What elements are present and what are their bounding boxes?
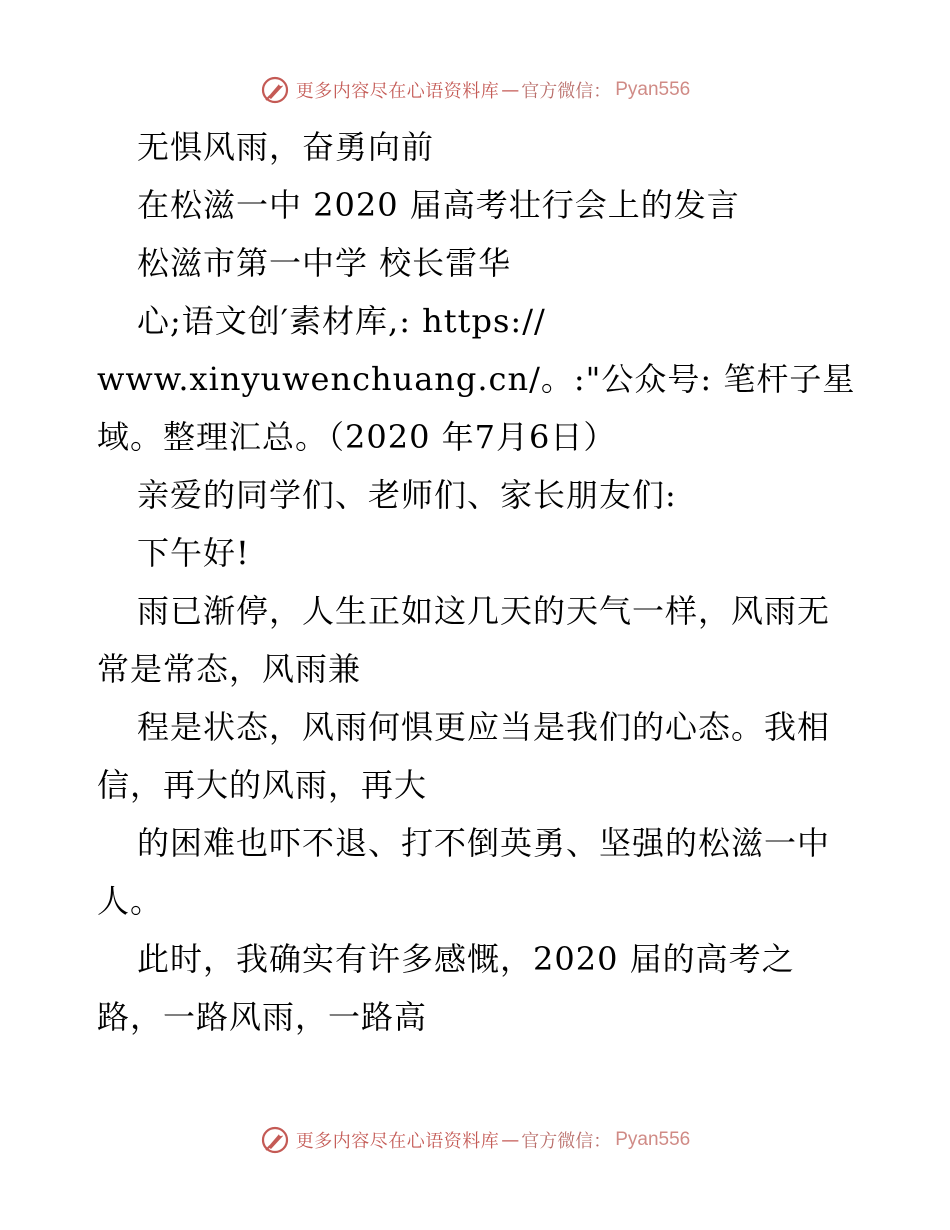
document-line: 人。 xyxy=(97,882,164,920)
quill-pen-logo-icon xyxy=(260,1125,290,1155)
document-line: 心;语文创′素材库,: https:// xyxy=(137,302,546,340)
document-body xyxy=(97,118,857,1046)
document-author: 松滋市第一中学 校长雷华 xyxy=(137,244,512,282)
quill-pen-logo-icon xyxy=(260,75,290,105)
document-line: 程是状态，风雨何惧更应当是我们的心态。我相 xyxy=(137,708,831,746)
document-line: 此时，我确实有许多感慨，2020 届的高考之 xyxy=(137,940,795,978)
document-line: 路，一路风雨，一路高 xyxy=(97,998,428,1036)
watermark-wechat-label: 官方微信： xyxy=(521,81,612,102)
document-subtitle: 在松滋一中 2020 届高考壮行会上的发言 xyxy=(137,186,740,224)
document-line: 雨已渐停，人生正如这几天的天气一样，风雨无 xyxy=(137,592,831,630)
document-line: www.xinyuwenchuang.cn/。:"公众号: 笔杆子星 xyxy=(97,360,856,398)
watermark-dash: — xyxy=(501,1129,520,1151)
watermark-wechat-label: 官方微信： xyxy=(521,1131,612,1152)
watermark-main-text: 更多内容尽在心语资料库 xyxy=(295,81,500,102)
header-watermark xyxy=(0,72,950,108)
watermark-main-text: 更多内容尽在心语资料库 xyxy=(295,1131,500,1152)
footer-watermark xyxy=(0,1122,950,1158)
document-line: 信，再大的风雨，再大 xyxy=(97,766,428,804)
document-title: 无惧风雨，奋勇向前 xyxy=(137,128,435,166)
document-greeting: 亲爱的同学们、老师们、家长朋友们: xyxy=(137,476,677,514)
document-line: 的困难也吓不退、打不倒英勇、坚强的松滋一中 xyxy=(137,824,831,862)
document-line: 域。整理汇总。（2020 年7月6日） xyxy=(97,418,617,456)
watermark-wechat-id: Pyan556 xyxy=(615,79,691,100)
watermark-dash: — xyxy=(501,79,520,101)
document-line: 下午好! xyxy=(137,534,250,572)
document-line: 常是常态，风雨兼 xyxy=(97,650,362,688)
watermark-wechat-id: Pyan556 xyxy=(615,1129,691,1150)
